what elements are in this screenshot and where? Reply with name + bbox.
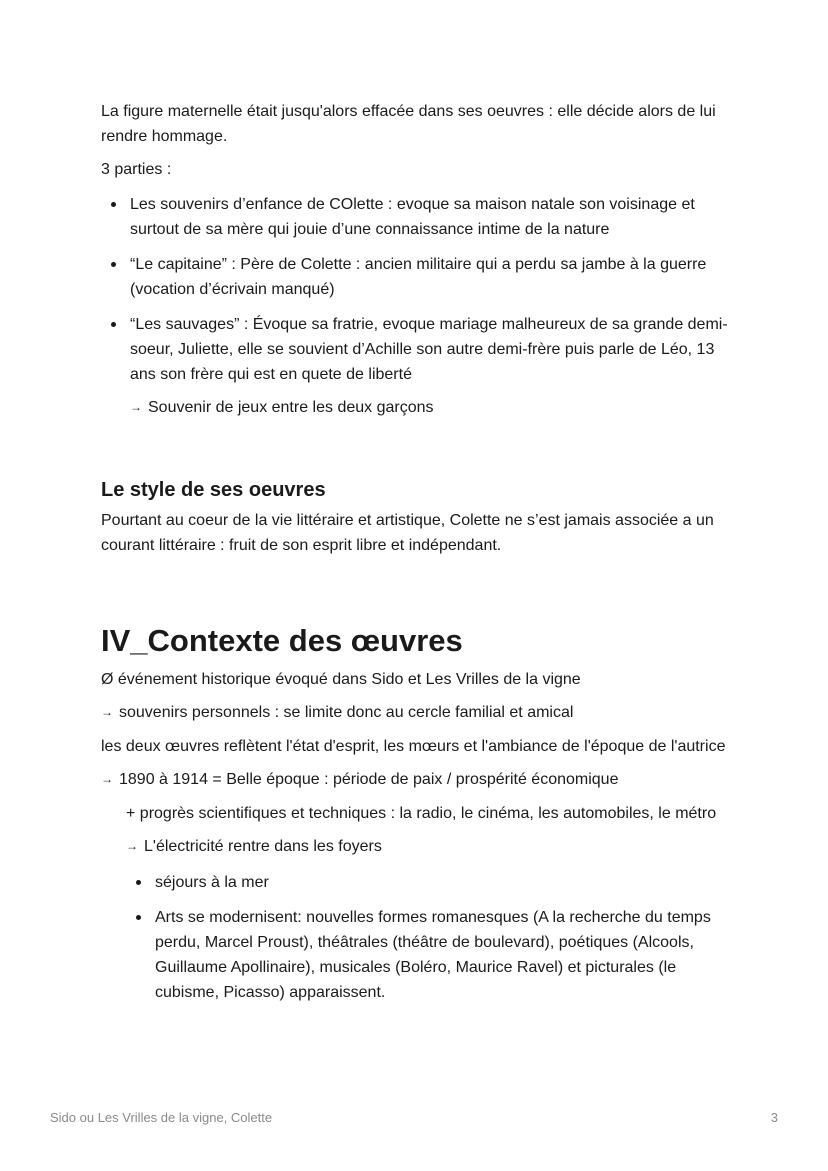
parts-note: → Souvenir de jeux entre les deux garçons [101, 395, 731, 421]
list-item: “Les sauvages” : Évoque sa fratrie, evoque mariage malheureux de sa grande demi-soeur, Juliette, elle se souvient d’Achille son autre demi-frère puis parle de Léo, 13 ans son frère qui est en quete de liberté [101, 312, 731, 387]
list-item: Les souvenirs d’enfance de COlette : evoque sa maison natale son voisinage et surtout de sa mère qui jouie d’une connaissance intime de la nature [101, 192, 731, 242]
parts-label: 3 parties : [101, 161, 172, 178]
style-heading: Le style de ses oeuvres [101, 479, 326, 501]
context-subsection [101, 801, 731, 1005]
arrow-icon: → [130, 400, 142, 414]
context-line-souvenirs: → souvenirs personnels : se limite donc au cercle familial et amical [101, 700, 731, 726]
bullet-icon [111, 322, 116, 327]
list-item: séjours à la mer [126, 870, 731, 895]
intro-paragraph: La figure maternelle était jusqu'alors effacée dans ses oeuvres : elle décide alors de lui rendre hommage. [101, 103, 716, 145]
context-bullets [126, 870, 731, 1005]
page-number: 3 [770, 1110, 778, 1125]
list-item: Arts se modernisent: nouvelles formes romanesques (A la recherche du temps perdu, Marcel Proust), théâtrales (théâtre de boulevard), poétiques (Alcools, Guillaume Apollinaire), musicales (Boléro, Maurice Ravel) et picturales (le cubisme, Picasso) apparaissent. [126, 905, 731, 1005]
bullet-icon [111, 262, 116, 267]
context-line-reflect: les deux œuvres reflètent l'état d'esprit, les mœurs et l'ambiance de l'époque de l'autrice [101, 738, 726, 755]
footer-title: Sido ou Les Vrilles de la vigne, Colette [50, 1110, 273, 1125]
context-heading: IV_Contexte des œuvres [101, 623, 463, 658]
context-line-electricity: → L'électricité rentre dans les foyers [126, 834, 731, 860]
parts-list [101, 192, 731, 387]
bullet-icon [136, 915, 141, 920]
context-line-belle-epoque: → 1890 à 1914 = Belle époque : période de paix / prospérité économique [101, 767, 731, 793]
bullet-icon [111, 202, 116, 207]
list-item: “Le capitaine” : Père de Colette : ancien militaire qui a perdu sa jambe à la guerre (vocation d’écrivain manqué) [101, 252, 731, 302]
context-line-historic: Ø événement historique évoqué dans Sido et Les Vrilles de la vigne [101, 671, 581, 688]
arrow-icon: → [101, 772, 113, 786]
arrow-icon: → [101, 705, 113, 719]
style-paragraph: Pourtant au coeur de la vie littéraire et artistique, Colette ne s’est jamais associée a un courant littéraire : fruit de son esprit libre et indépendant. [101, 512, 714, 554]
bullet-icon [136, 880, 141, 885]
page-content [101, 99, 731, 1015]
context-line-progress: + progrès scientifiques et techniques : la radio, le cinéma, les automobiles, le métro [126, 805, 717, 822]
arrow-icon: → [126, 839, 138, 853]
